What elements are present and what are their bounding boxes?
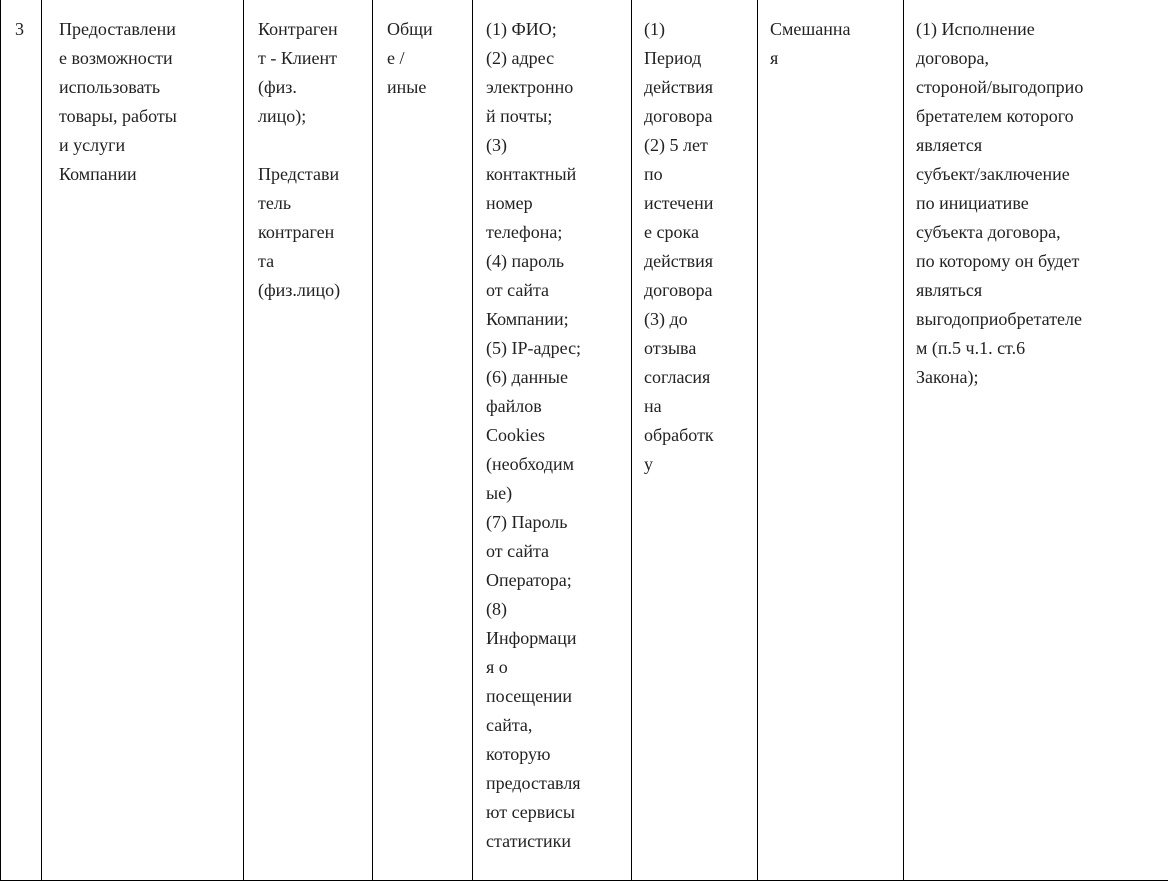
retention-line: действия (644, 247, 755, 276)
data-list-line: (2) адрес (486, 44, 629, 73)
legal-basis-line: выгодоприобретателе (916, 305, 1168, 334)
data-list-line: от сайта (486, 276, 629, 305)
subjects-line: (физ.лицо) (258, 276, 366, 305)
retention-line: у (644, 450, 755, 479)
row-number: 3 (1, 0, 41, 44)
legal-basis-line: м (п.5 ч.1. ст.6 (916, 334, 1168, 363)
data-list-line: ые) (486, 479, 629, 508)
retention-line: (3) до (644, 305, 755, 334)
data-list-line: (5) IP-адрес; (486, 334, 629, 363)
subjects-text (244, 0, 372, 305)
processing-method-line: я (770, 44, 901, 73)
retention-line: Период (644, 44, 755, 73)
purpose-line: Компании (59, 160, 237, 189)
legal-basis-line: субъекта договора, (916, 218, 1168, 247)
retention-line: истечени (644, 189, 755, 218)
data-list-line: от сайта (486, 537, 629, 566)
data-list-line: которую (486, 740, 629, 769)
retention-line: действия (644, 73, 755, 102)
legal-basis-line: субъект/заключение (916, 160, 1168, 189)
data-list-line: ют сервисы (486, 798, 629, 827)
retention-text (632, 0, 757, 479)
processing-method-line: Смешанна (770, 15, 901, 44)
data-category-text (373, 0, 472, 102)
legal-basis-line: по инициативе (916, 189, 1168, 218)
retention-line: по (644, 160, 755, 189)
legal-basis-line: договора, (916, 44, 1168, 73)
data-list-line: контактный (486, 160, 629, 189)
data-list-line: телефона; (486, 218, 629, 247)
retention-line: договора (644, 102, 755, 131)
paragraph-gap (258, 131, 366, 160)
data-list-line: (6) данные (486, 363, 629, 392)
subjects-line: (физ. (258, 73, 366, 102)
purpose-line: Предоставлени (59, 15, 237, 44)
subjects-line: та (258, 247, 366, 276)
retention-line: (2) 5 лет (644, 131, 755, 160)
subjects-line: контраген (258, 218, 366, 247)
subjects-line: лицо); (258, 102, 366, 131)
data-list-line: (необходим (486, 450, 629, 479)
data-category-line: е / (387, 44, 468, 73)
retention-line: обработк (644, 421, 755, 450)
legal-basis-line: Закона); (916, 363, 1168, 392)
subjects-line: т - Клиент (258, 44, 366, 73)
data-list-line: сайта, (486, 711, 629, 740)
legal-basis-line: по которому он будет (916, 247, 1168, 276)
data-list-line: я о (486, 653, 629, 682)
purpose-line: е возможности (59, 44, 237, 73)
data-list-line: (7) Пароль (486, 508, 629, 537)
purpose-line: и услуги (59, 131, 237, 160)
legal-basis-cell (904, 0, 1168, 881)
legal-basis-line: являться (916, 276, 1168, 305)
data-list-line: посещении (486, 682, 629, 711)
retention-line: е срока (644, 218, 755, 247)
legal-basis-line: бретателем которого (916, 102, 1168, 131)
data-list-line: номер (486, 189, 629, 218)
legal-basis-line: является (916, 131, 1168, 160)
subjects-line: Представи (258, 160, 366, 189)
retention-line: отзыва (644, 334, 755, 363)
retention-line: (1) (644, 15, 755, 44)
data-list-text (473, 0, 631, 856)
data-list-line: предоставля (486, 769, 629, 798)
data-list-line: Компании; (486, 305, 629, 334)
retention-cell (632, 0, 758, 881)
subjects-line: тель (258, 189, 366, 218)
data-list-line: Информаци (486, 624, 629, 653)
retention-line: на (644, 392, 755, 421)
data-list-line: (3) (486, 131, 629, 160)
data-list-line: Cookies (486, 421, 629, 450)
retention-line: договора (644, 276, 755, 305)
data-list-line: файлов (486, 392, 629, 421)
legal-basis-text (904, 0, 1168, 392)
data-category-cell (373, 0, 473, 881)
purpose-line: использовать (59, 73, 237, 102)
table-row (1, 0, 1168, 881)
processing-method-text (758, 0, 903, 73)
purpose-cell (42, 0, 244, 881)
purpose-line: товары, работы (59, 102, 237, 131)
data-list-line: (1) ФИО; (486, 15, 629, 44)
subjects-line: Контраген (258, 15, 366, 44)
data-list-line: статистики (486, 827, 629, 856)
data-list-line: электронно (486, 73, 629, 102)
data-list-line: й почты; (486, 102, 629, 131)
data-list-line: (8) (486, 595, 629, 624)
data-list-cell (473, 0, 632, 881)
data-category-line: иные (387, 73, 468, 102)
purpose-text (42, 0, 243, 189)
retention-line: согласия (644, 363, 755, 392)
data-list-line: Оператора; (486, 566, 629, 595)
legal-basis-line: (1) Исполнение (916, 15, 1168, 44)
subjects-cell (244, 0, 373, 881)
data-list-line: (4) пароль (486, 247, 629, 276)
row-number-cell (1, 0, 42, 881)
processing-method-cell (758, 0, 904, 881)
data-category-line: Общи (387, 15, 468, 44)
legal-basis-line: стороной/выгодоприо (916, 73, 1168, 102)
